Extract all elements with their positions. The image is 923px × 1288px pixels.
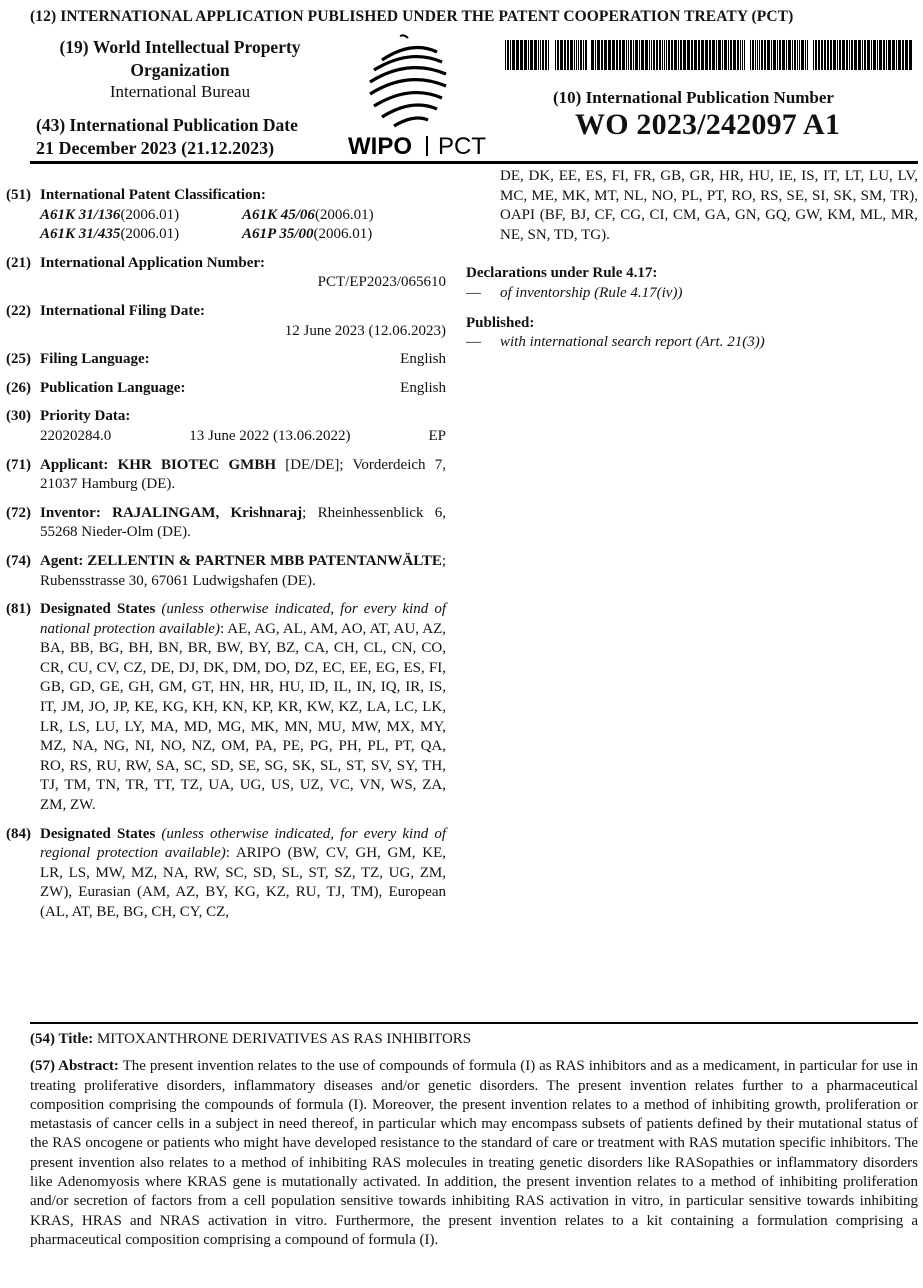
national-states-list: : AE, AG, AL, AM, AO, AT, AU, AZ, BA, BB, BG, BH, BN, BR, BW, BY, BZ, CA, CH, CL, CN, CO, CR, CU, CV, CZ, DE, DJ, DK, DM, DO, DZ, EC, EE, EG, ES, FI, GB, GD, GE, GH, GM, GT, HN, HR, HU, ID, IL, IN, IQ, IR, IS, IT, JM, JO, JP, KE, KG, KH, KN, KP, KR, KW, KZ, LA, LC, LK, LR, LS, LU, LY, MA, MD, MG, MK, MN, MU, MW, MX, MY, MZ, NA, NG, NI, NO, NZ, OM, PA, PE, PG, PH, PL, PT, QA, RO, RS, RU, RW, SA, SC, SD, SE, SG, SK, SL, ST, SV, SY, TH, TJ, TM, TN, TR, TT, TZ, UA, UG, US, UZ, VC, VN, WS, ZA, ZM, ZW. [40,620,446,814]
declaration-item: — of inventorship (Rule 4.17(iv)) [466,284,683,301]
title-abstract-section [30,1030,918,1250]
filing-language-label: Filing Language: [40,351,150,368]
field-74: (74) Agent: ZELLENTIN & PARTNER MBB PATENTANWÄLTE; Rubensstrasse 30, 67061 Ludwigshafen (DE). [6,552,447,589]
header-divider [30,161,918,164]
org-bureau: International Bureau [109,82,251,101]
org-name-line1: World Intellectual Property [92,37,301,57]
priority-date: 13 June 2022 (13.06.2022) [189,427,351,444]
filing-language: English [400,351,446,368]
ipc-class-2: A61K 45/06 [242,206,315,223]
barcode [503,40,913,70]
agent-name: ZELLENTIN & PARTNER MBB PATENTANWÄLTE [87,552,442,569]
bibliographic-right-column [466,168,918,353]
field-71: (71) Applicant: KHR BIOTEC GMBH [DE/DE]; Vorderdeich 7, 21037 Hamburg (DE). [6,456,446,493]
filing-date-label: International Filing Date: [40,302,205,319]
invention-title: MITOXANTHRONE DERIVATIVES AS RAS INHIBITORS [96,1031,472,1047]
title-line: (54) Title: MITOXANTHRONE DERIVATIVES AS RAS INHIBITORS [30,1031,472,1047]
field-84: (84) Designated States (unless otherwise indicated, for every kind of regional protection available): ARIPO (BW, CV, GH, GM, KE, LR, LS, MW, MZ, NA, RW, SC, SD, SL, ST, SZ, TZ, UG, ZM, ZW), Eurasian (AM, AZ, BY, KG, KZ, RU, TJ, TM), European (AL, AT, BE, BG, CH, CY, CZ, [6,825,446,920]
pubnum-code: (10) [553,88,582,107]
declarations-heading: Declarations under Rule 4.17: [466,265,658,282]
pubnum-label: International Publication Number [585,88,834,107]
agent-address: ; Rubensstrasse 30, 67061 Ludwigshafen (DE). [40,552,447,589]
ipc-label: International Patent Classification: [40,187,266,203]
abstract-text: The present invention relates to the use of compounds of formula (I) as RAS inhibitors and as a medicament, in particular for use in treating proliferative disorders, inflammatory diseases and/or genetic disorders. The present invention relates further to a pharmaceutical composition comprising the compounds of formula (I). Moreover, the present invention relates to a method of inhibiting growth, proliferation or metastasis of cancer cells in a subject in need thereof, in particular which may encompass subsets of patients defined by their mutational status of the RAS oncogene or patients who might have developed resistance to the standard of care or treatment with RAS mutation specific inhibitors. The present invention also relates to a method of inhibiting RAS molecules in treating genetic disorders like RASopathies or inflammatory disorders like Adenomyosis where KRAS gene is mutationally activated. In addition, the present invention relates to a method of inhibiting proliferation and/or secretion of factors from a cell population sensitive towards inhibiting RAS activation in vitro, in particular sensitive towards inhibiting KRAS, HRAS and NRAS activation in vitro. Furthermore, the present invention relates to a kit containing a formulation comprising a pharmaceutical composition comprising a compound of formula (I). [30,1058,918,1248]
applicant-address: [DE/DE]; Vorderdeich 7, 21037 Hamburg (DE). [40,456,446,493]
field-22: (22) International Filing Date: 12 June 2023 (12.06.2023) [6,302,446,341]
ipc-class-4: A61P 35/00 [242,226,314,243]
regional-states-list: : ARIPO (BW, CV, GH, GM, KE, LR, LS, MW, MZ, NA, RW, SC, SD, SL, ST, SZ, TZ, UG, ZM, ZW), Eurasian (AM, AZ, BY, KG, KZ, RU, TJ, TM), European (AL, AT, BE, BG, CH, CY, CZ, [40,845,446,920]
inventor-name: RAJALINGAM, Krishnaraj [112,504,303,521]
pubdate-label: International Publication Date [69,115,298,135]
filing-date: 12 June 2023 (12.06.2023) [284,322,446,339]
published-heading: Published: [466,314,535,331]
priority-country: EP [428,427,446,444]
pubdate-code: (43) [36,115,66,135]
field-81: (81) Designated States (unless otherwise indicated, for every kind of national protection available): AE, AG, AL, AM, AO, AT, AU, AZ, BA, BB, BG, BH, BN, BR, BW, BY, BZ, CA, CH, CL, CN, CO, CR, CU, CV, CZ, DE, DJ, DK, DM, DO, DZ, EC, EE, EG, ES, FI, GB, GD, GE, GH, GM, GT, HN, HR, HU, ID, IL, IN, IQ, IR, IS, IT, JM, JO, JP, KE, KG, KH, KN, KP, KR, KW, KZ, LA, LC, LK, LR, LS, LU, LY, MA, MD, MG, MK, MN, MU, MW, MX, MY, MZ, NA, NG, NI, NO, NZ, OM, PA, PE, PG, PH, PL, PT, QA, RO, RS, RU, RW, SA, SC, SD, SE, SG, SK, SL, ST, SV, SY, TH, TJ, TM, TN, TR, TT, TZ, UA, UG, US, UZ, VC, VN, WS, ZA, ZM, ZW. [6,601,446,814]
publication-language-label: Publication Language: [40,379,186,396]
field-72: (72) Inventor: RAJALINGAM, Krishnaraj; Rheinhessenblick 6, 55268 Nieder-Olm (DE). [6,504,446,541]
abstract-divider [30,1022,918,1024]
org-name-line2: Organization [130,60,230,80]
pubnum-label-block [553,88,834,108]
application-number: PCT/EP2023/065610 [317,274,446,291]
applicant-name: KHR BIOTEC GMBH [117,456,277,473]
inventor-address: ; Rheinhessenblick 6, 55268 Nieder-Olm (DE). [40,504,446,541]
field-30: (30) Priority Data: 22020284.0 13 June 2022 (13.06.2022) EP [6,407,446,446]
document-type-header: (12) INTERNATIONAL APPLICATION PUBLISHED UNDER THE PATENT COOPERATION TREATY (PCT) [30,8,794,25]
published-item: — with international search report (Art. 21(3)) [466,334,765,351]
pubdate-value: 21 December 2023 (21.12.2023) [36,138,275,158]
publication-date-block [36,114,336,159]
organization-block [45,36,315,103]
field-26: (26) Publication Language: English [6,379,446,399]
field-25: (25) Filing Language: English [6,350,446,370]
regional-states-continuation: DE, DK, EE, ES, FI, FR, GB, GR, HR, HU, IE, IS, IT, LT, LU, LV, MC, ME, MK, MT, NL, NO, PL, PT, RO, RS, SE, SI, SK, SM, TR), OAPI (BF, BJ, CF, CG, CI, CM, GA, GN, GQ, GW, KM, ML, MR, NE, SN, TD, TG). [500,168,918,243]
logo-text-pct: PCT [438,133,486,160]
logo-text-wipo: WIPO [348,133,412,160]
wipo-globe-icon [342,30,507,160]
field-21: (21) International Application Number: PCT/EP2023/065610 [6,254,446,293]
publication-language: English [400,379,446,396]
bibliographic-left-column [6,186,446,932]
publication-number: WO 2023/242097 A1 [575,108,841,141]
abstract: (57) Abstract: The present invention relates to the use of compounds of formula (I) as RAS inhibitors and as a medicament, in particular for use in treating proliferative disorders, inflammatory diseases and/or genetic disorders. The present invention relates further to a pharmaceutical composition comprising the compounds of formula (I). Moreover, the present invention relates to a method of inhibiting growth, proliferation or metastasis of cancer cells in a subject in need thereof, in particular which may encompass subsets of patients defined by their mutational status of the RAS oncogene or patients who might have developed resistance to the standard of care or treatment with RAS mutation specific inhibitors. The present invention also relates to a method of inhibiting RAS molecules in treating genetic disorders like RASopathies or inflammatory disorders like Adenomyosis where KRAS gene is mutationally activated. In addition, the present invention relates to a method of inhibiting proliferation and/or secretion of factors from a cell population sensitive towards inhibiting RAS activation in vitro, in particular sensitive towards inhibiting KRAS, HRAS and NRAS activation in vitro. Furthermore, the present invention relates to a kit containing a formulation comprising a pharmaceutical composition comprising a compound of formula (I). [30,1058,918,1248]
priority-data-label: Priority Data: [40,408,131,425]
ipc-class-3: A61K 31/435 [40,226,121,243]
priority-number: 22020284.0 [40,427,112,444]
org-code: (19) [59,37,89,57]
ipc-class-1: A61K 31/136 [40,206,121,223]
application-number-label: International Application Number: [40,254,266,271]
wipo-pct-logo [342,30,507,160]
field-51: (51) International Patent Classification: A61K 31/136(2006.01) A61K 45/06(2006.01) A61K 31/435(2006.01) A61P 35/00(2006.01) [6,186,446,245]
